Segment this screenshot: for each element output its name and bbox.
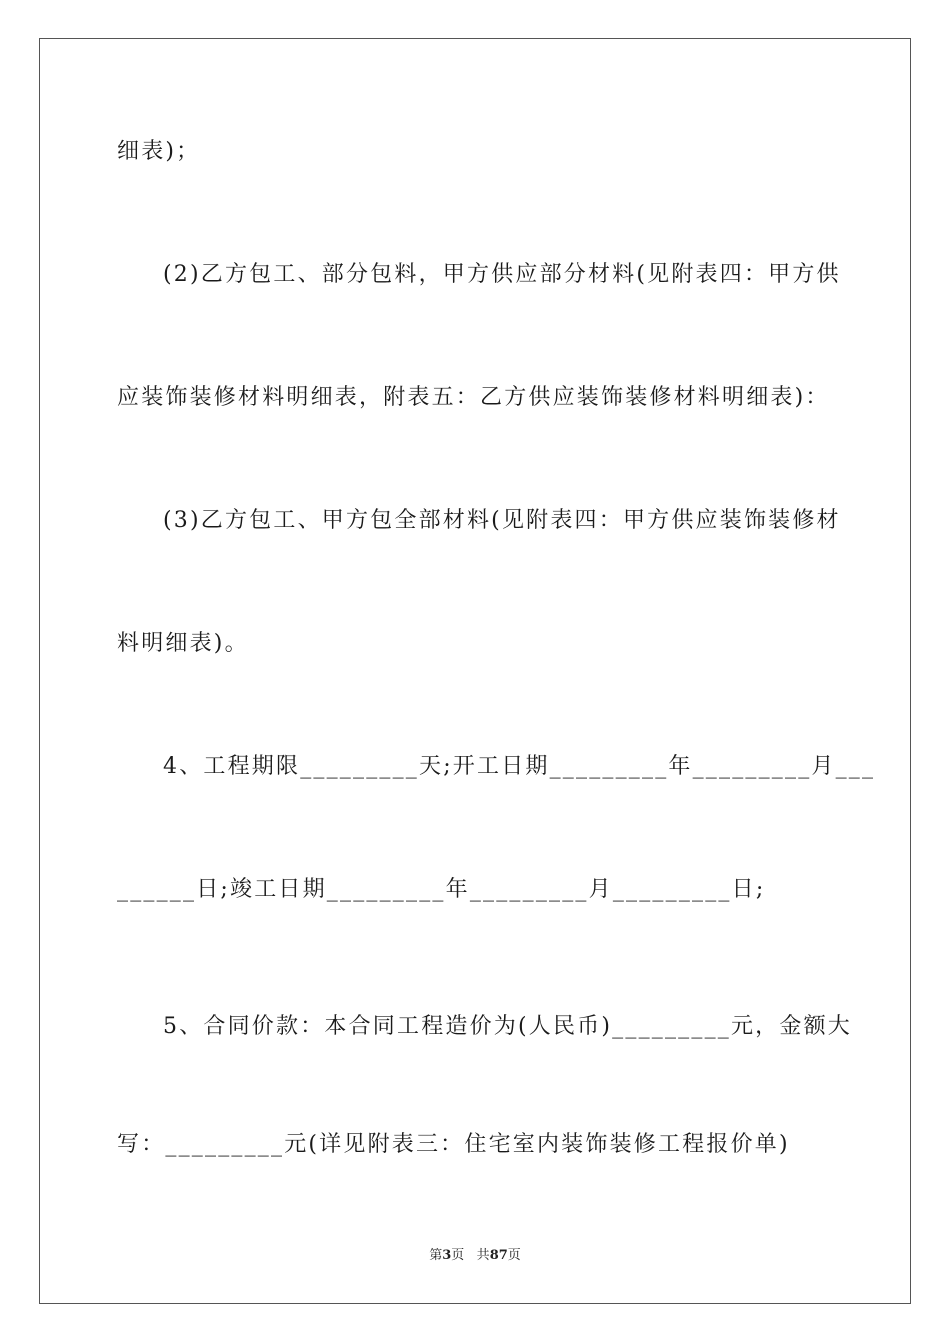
text-line: 4、工程期限_________天;开工日期_________年_________月___	[163, 754, 876, 779]
total-pages: 87	[489, 1248, 508, 1263]
footer-total-suffix: 页	[507, 1248, 521, 1263]
page-footer	[0, 1247, 950, 1265]
text-line: (3)乙方包工、甲方包全部材料(见附表四：甲方供应装饰装修材	[163, 508, 841, 533]
footer-page-suffix: 页	[451, 1248, 465, 1263]
text-line: 5、合同价款：本合同工程造价为(人民币)_________元，金额大	[163, 1014, 852, 1039]
text-line: (2)乙方包工、部分包料，甲方供应部分材料(见附表四：甲方供	[163, 262, 841, 287]
page-number: 3	[442, 1248, 452, 1263]
text-line: ______日;竣工日期_________年_________月_________日;	[117, 877, 766, 902]
text-line: 写：_________元(详见附表三：住宅室内装饰装修工程报价单)	[117, 1132, 790, 1157]
text-line: 应装饰装修材料明细表，附表五：乙方供应装饰装修材料明细表)：	[117, 385, 830, 410]
text-line: 料明细表)。	[117, 631, 249, 656]
footer-total-prefix: 共	[476, 1248, 490, 1263]
text-line: 细表)；	[117, 139, 201, 164]
footer-prefix: 第	[429, 1248, 443, 1263]
page-border	[39, 38, 911, 1304]
